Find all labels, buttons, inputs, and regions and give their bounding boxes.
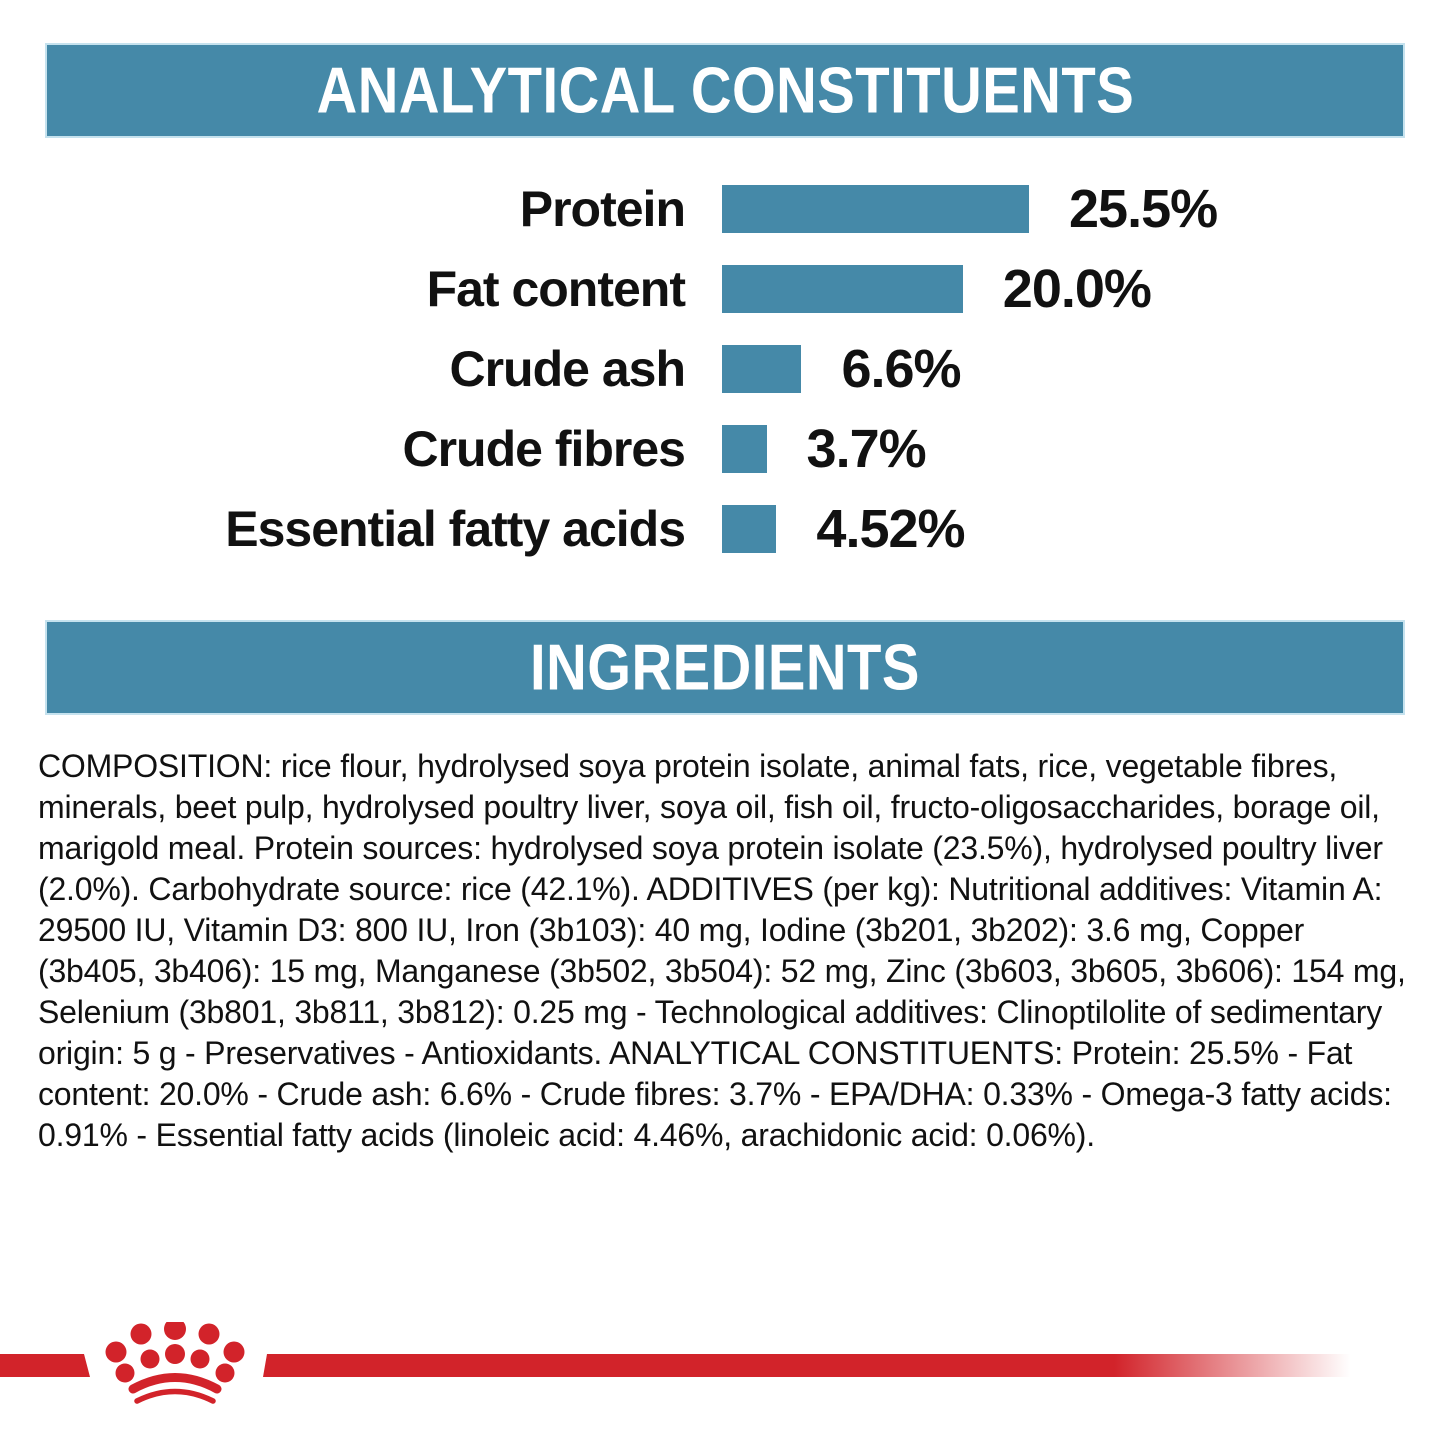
chart-bar — [722, 425, 767, 473]
analytical-constituents-header — [45, 43, 1405, 138]
chart-value-label: 25.5% — [1069, 179, 1218, 239]
chart-bar — [722, 505, 776, 553]
analytical-constituents-title: ANALYTICAL CONSTITUENTS — [316, 54, 1134, 127]
ingredients-header — [45, 620, 1405, 715]
brand-stripe-left — [0, 1354, 90, 1377]
chart-bar — [722, 185, 1029, 233]
chart-value-label: 20.0% — [1002, 259, 1151, 319]
chart-value-label: 4.52% — [816, 499, 965, 559]
chart-row — [40, 179, 1218, 239]
chart-row — [40, 499, 1217, 559]
chart-category-label: Crude ash — [449, 341, 685, 397]
chart-category-label: Protein — [519, 181, 685, 237]
chart-value-label: 3.7% — [806, 419, 926, 479]
chart-bar — [722, 345, 801, 393]
chart-category-label: Fat content — [426, 261, 685, 317]
chart-bar — [722, 265, 963, 313]
royal-canin-crown-icon — [100, 1322, 250, 1407]
chart-row — [40, 419, 1217, 479]
brand-stripe-right — [263, 1354, 1445, 1377]
chart-row — [40, 339, 1217, 399]
chart-value-label: 6.6% — [841, 339, 961, 399]
analytical-chart — [40, 179, 1218, 559]
chart-category-label: Crude fibres — [402, 421, 685, 477]
ingredients-title: INGREDIENTS — [530, 631, 920, 704]
composition-text: COMPOSITION: rice flour, hydrolysed soya protein isolate, animal fats, rice, vegetable fibres, minerals, beet pulp, hydrolysed poultry liver, soya oil, fish oil, fructo-oligosaccharides, borage oil, marigold meal. Protein sources: hydrolysed soya protein isolate (23.5%), hydrolysed poultry liver (2.0%). Carbohydrate source: rice (42.1%). ADDITIVES (per kg): Nutritional additives: Vitamin A: 29500 IU, Vitamin D3: 800 IU, Iron (3b103): 40 mg, Iodine (3b201, 3b202): 3.6 mg, Copper (3b405, 3b406): 15 mg, Manganese (3b502, 3b504): 52 mg, Zinc (3b603, 3b605, 3b606): 154 mg, Selenium (3b801, 3b811, 3b812): 0.25 mg - Technological additives: Clinoptilolite of sedimentary origin: 5 g - Preservatives - Antioxidants. ANALYTICAL CONSTITUENTS: Protein: 25.5% - Fat content: 20.0% - Crude ash: 6.6% - Crude fibres: 3.7% - EPA/DHA: 0.33% - Omega-3 fatty acids: 0.91% - Essential fatty acids (linoleic acid: 4.46%, arachidonic acid: 0.06%). — [38, 748, 1406, 1153]
chart-row — [40, 259, 1217, 319]
chart-category-label: Essential fatty acids — [225, 501, 685, 557]
